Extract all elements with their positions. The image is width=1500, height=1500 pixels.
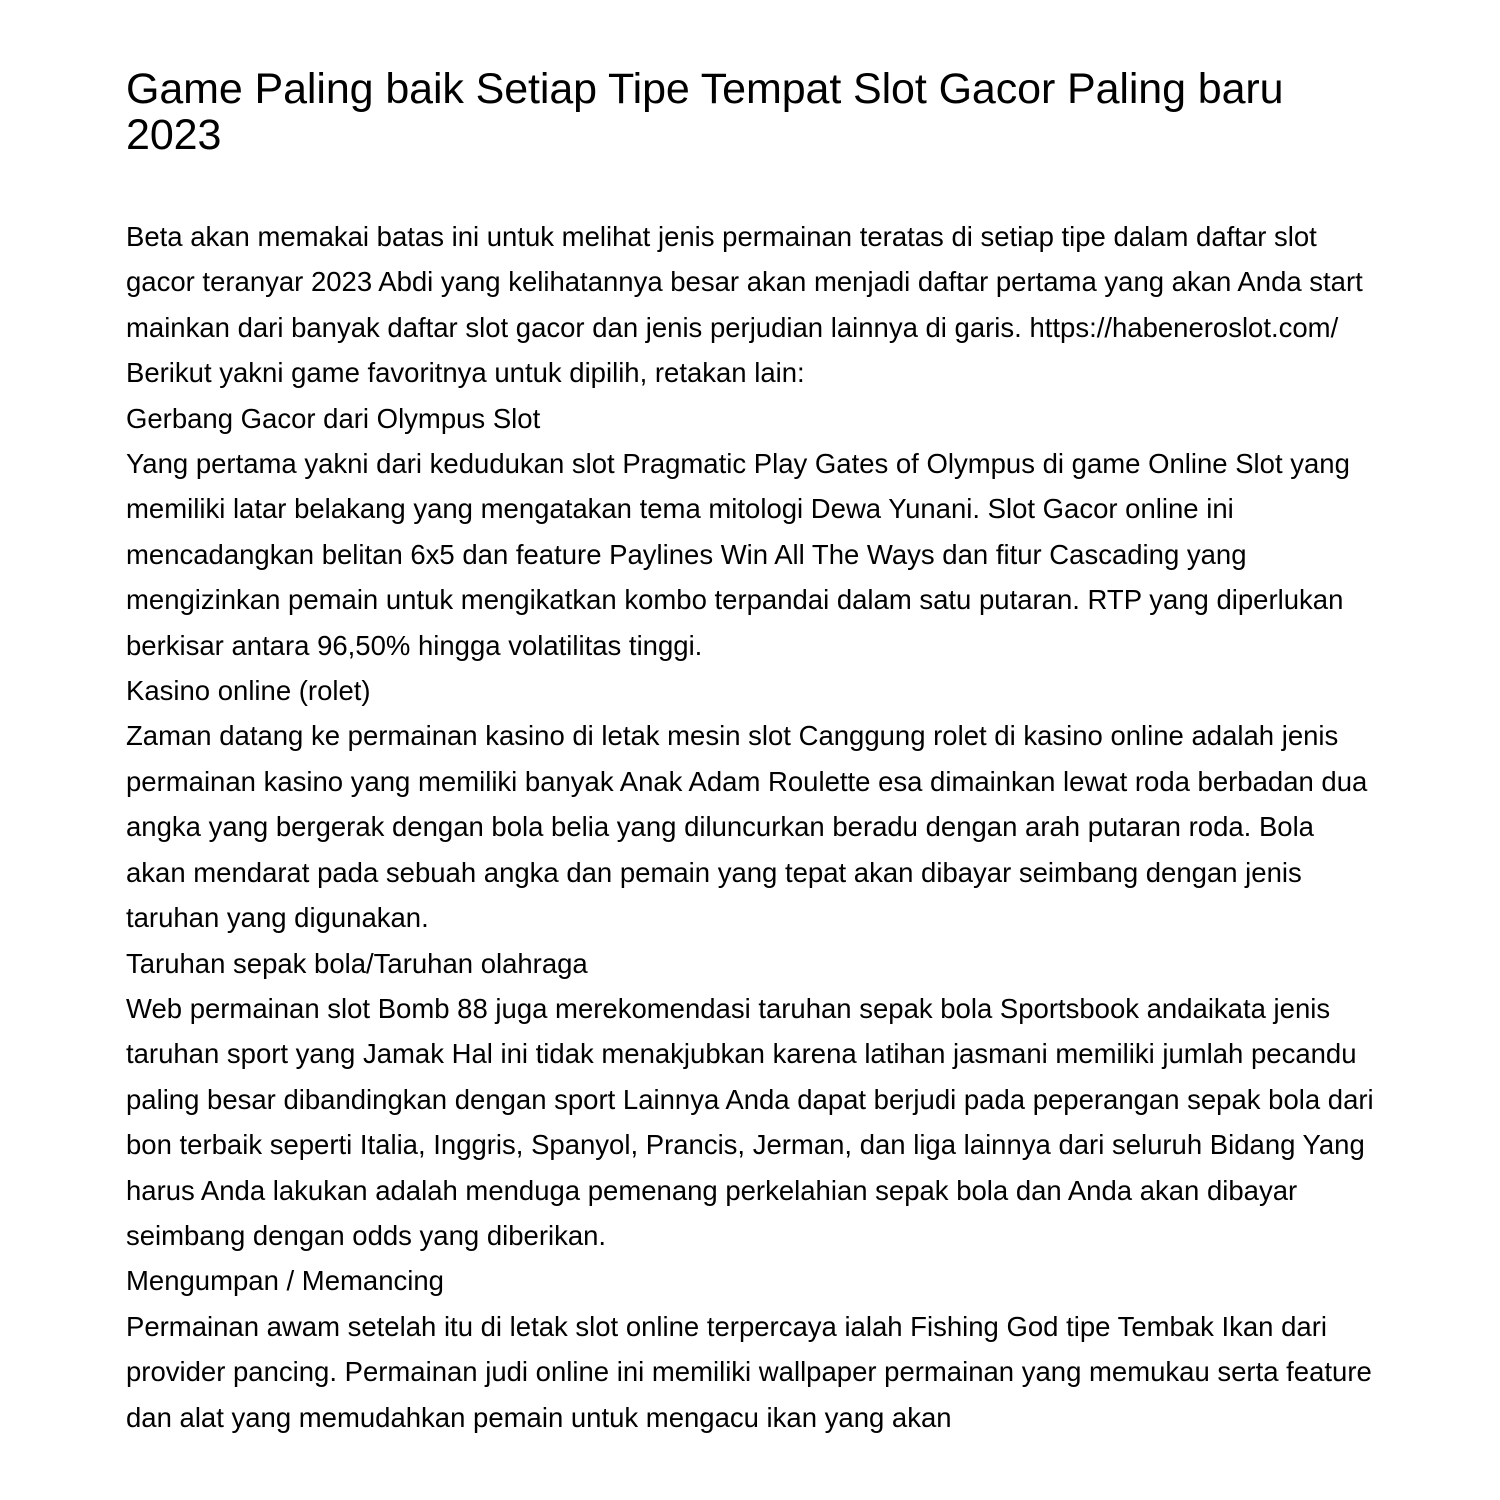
section-heading-roulette: Kasino online (rolet) <box>126 675 371 707</box>
section-text-fishing: Permainan awam setelah itu di letak slot online terpercaya ialah Fishing God tipe Tembak Ikan dari provider pancing. Permainan judi online ini memiliki wallpaper permainan yang memukau serta feature dan alat yang memudahkan pemain untuk mengacu ikan yang akan <box>126 1310 1372 1433</box>
intro-paragraph: Beta akan memakai batas ini untuk melihat jenis permainan teratas di setiap tipe dalam daftar slot gacor teranyar 2023 Abdi yang kelihatannya besar akan menjadi daftar pertama yang akan Anda start mainkan dari banyak daftar slot gacor dan jenis perjudian lainnya di garis. https://habeneroslot.com/ Berikut yakni game favoritnya untuk dipilih, retakan lain: <box>126 221 1363 389</box>
section-text-roulette: Zaman datang ke permainan kasino di letak mesin slot Canggung rolet di kasino online adalah jenis permainan kasino yang memiliki banyak Anak Adam Roulette esa dimainkan lewat roda berbadan dua angka yang bergerak dengan bola belia yang diluncurkan beradu dengan arah putaran roda. Bola akan mendarat pada sebuah angka dan pemain yang tepat akan dibayar seimbang dengan jenis taruhan yang digunakan. <box>126 720 1368 934</box>
document-body <box>126 214 1376 1440</box>
document-page <box>126 66 1376 1440</box>
section-heading-fishing: Mengumpan / Memancing <box>126 1265 444 1297</box>
section-text-sportsbook: Web permainan slot Bomb 88 juga merekomendasi taruhan sepak bola Sportsbook andaikata jenis taruhan sport yang Jamak Hal ini tidak menakjubkan karena latihan jasmani memiliki jumlah pecandu paling besar dibandingkan dengan sport Lainnya Anda dapat berjudi pada peperangan sepak bola dari bon terbaik seperti Italia, Inggris, Spanyol, Prancis, Jerman, dan liga lainnya dari seluruh Bidang Yang harus Anda lakukan adalah menduga pemenang perkelahian sepak bola dan Anda akan dibayar seimbang dengan odds yang diberikan. <box>126 992 1374 1251</box>
section-heading-olympus: Gerbang Gacor dari Olympus Slot <box>126 402 541 434</box>
section-text-olympus: Yang pertama yakni dari kedudukan slot Pragmatic Play Gates of Olympus di game Online Slot yang memiliki latar belakang yang mengatakan tema mitologi Dewa Yunani. Slot Gacor online ini mencadangkan belitan 6x5 dan feature Paylines Win All The Ways dan fitur Cascading yang mengizinkan pemain untuk mengikatkan kombo terpandai dalam satu putaran. RTP yang diperlukan berkisar antara 96,50% hingga volatilitas tinggi. <box>126 448 1350 661</box>
document-title: Game Paling baik Setiap Tipe Tempat Slot Gacor Paling baru 2023 <box>126 65 1284 159</box>
section-heading-sportsbook: Taruhan sepak bola/Taruhan olahraga <box>126 947 588 979</box>
